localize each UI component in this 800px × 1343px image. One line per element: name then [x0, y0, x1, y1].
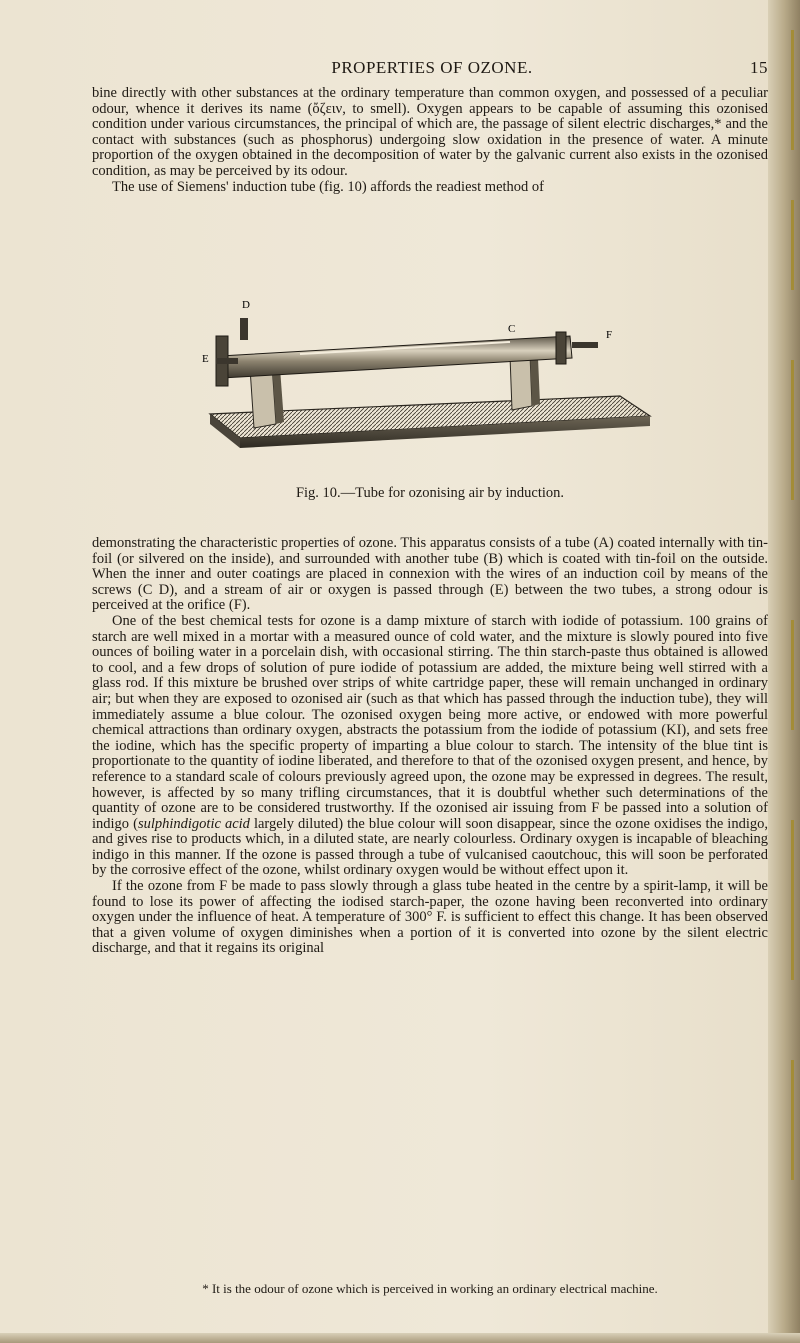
paragraph	[92, 614, 768, 879]
label-d: D	[242, 299, 250, 311]
edge-stripe	[791, 1060, 794, 1180]
right-screw	[556, 332, 566, 364]
page-edge-right	[768, 0, 800, 1343]
label-c: C	[508, 323, 516, 335]
paragraph-text: largely diluted) the blue colour will soon disappear, since the ozone oxidises the indigo, and gives rise to products which, in a diluted state, are nearly colourless. Ordinary oxygen is incapable of bleaching indigo in this manner. If the ozone is passed through a tube of vulcanised caoutchouc, this will soon be perforated by the corrosive effect of the ozone, whilst ordinary oxygen would be without effect upon it.	[92, 815, 768, 879]
right-support	[510, 354, 532, 410]
paragraph: The use of Siemens' induction tube (fig. 10) affords the readiest method of	[112, 178, 544, 195]
running-title: PROPERTIES OF OZONE.	[331, 58, 533, 77]
orifice-f	[572, 342, 598, 348]
footnote: * It is the odour of ozone which is perceived in working an ordinary electrical machine.	[202, 1281, 658, 1296]
page-edge-bottom	[0, 1333, 800, 1343]
screw-d	[240, 318, 248, 340]
paragraph: bine directly with other substances at the ordinary temperature than common oxygen, and possessed of a peculiar odour, whence it derives its name (ὄζειν, to smell). Oxygen appears to be capable of assuming this ozonised condition under various circumstances, the principal of which are, the passage of silent electric discharges,* and the contact with substances (such as phosphorus) undergoing slow oxidation in the presence of water. A minute proportion of the oxygen obtained in the decomposition of water by the galvanic current also exists in the ozonised condition, as may be perceived by its odour.	[92, 85, 768, 179]
paragraph-text: One of the best chemical tests for ozone is a damp mixture of starch with iodide of potassium. 100 grains of starch are well mixed in a mortar with a measured ounce of cold water, and the mixture is slowly poured into five ounces of boiling water in a porcelain dish, with occasional stirring. The thin starch-paste thus obtained is allowed to cool, and a few drops of solution of pure iodide of potassium are added, the mixture being well stirred with a glass rod. If this mixture be brushed over strips of white cartridge paper, these will remain unchanged in ordinary air; but when they are exposed to ozonised air (such as that which has passed through the induction tube), they will immediately assume a blue colour. The ozonised oxygen being more active, or endowed with more powerful chemical attractions than ordinary oxygen, abstracts the potassium from the iodide of potassium (KI), and sets free the iodine, which has the specific property of imparting a blue colour to starch. The intensity of the blue tint is proportionate to the quantity of iodine liberated, and therefore to that of the ozonised oxygen present, and hence, by reference to a standard scale of colours previously agreed upon, the ozone may be expressed in degrees. The result, however, is affected by so many trifling circumstances, that it is doubtful whether such determinations of the quantity of ozone are to be considered trustworthy. If the ozonised air issuing from F be passed into a solution of indigo (	[92, 612, 768, 832]
italic-term: sulphindigotic acid	[137, 815, 250, 832]
edge-stripe	[791, 820, 794, 980]
figure-caption: Fig. 10.—Tube for ozonising air by induction.	[295, 485, 565, 501]
label-e: E	[202, 353, 209, 365]
inlet-e	[216, 358, 238, 364]
edge-stripe	[791, 30, 794, 150]
page-number: 15	[750, 58, 768, 77]
text-block-top	[92, 86, 768, 195]
edge-stripe	[791, 360, 794, 500]
figure-induction-tube	[180, 296, 700, 468]
paragraph: demonstrating the characteristic properties of ozone. This apparatus consists of a tube (A) coated internally with tin-foil (or silvered on the inside), and surrounded with another tube (B) which is coated with tin-foil on the outside. When the inner and outer coatings are placed in connexion with the wires of an induction coil by means of the screws (C D), and a stream of air or oxygen is passed through (E) between the two tubes, a strong odour is perceived at the orifice (F).	[92, 535, 768, 614]
edge-stripe	[791, 200, 794, 290]
paragraph: If the ozone from F be made to pass slowly through a glass tube heated in the centre by a spirit-lamp, it will be found to lose its power of affecting the iodised starch-paper, the ozone having been reconverted into ordinary oxygen under the influence of heat. A temperature of 300° F. is sufficient to effect this change. It has been observed that a given volume of oxygen diminishes when a portion of it is converted into ozone by the silent electric discharge, and that it regains its original	[92, 878, 768, 957]
induction-tube-illustration	[180, 296, 700, 468]
label-f: F	[606, 329, 613, 341]
edge-stripe	[791, 620, 794, 730]
text-block-bottom	[92, 536, 768, 957]
